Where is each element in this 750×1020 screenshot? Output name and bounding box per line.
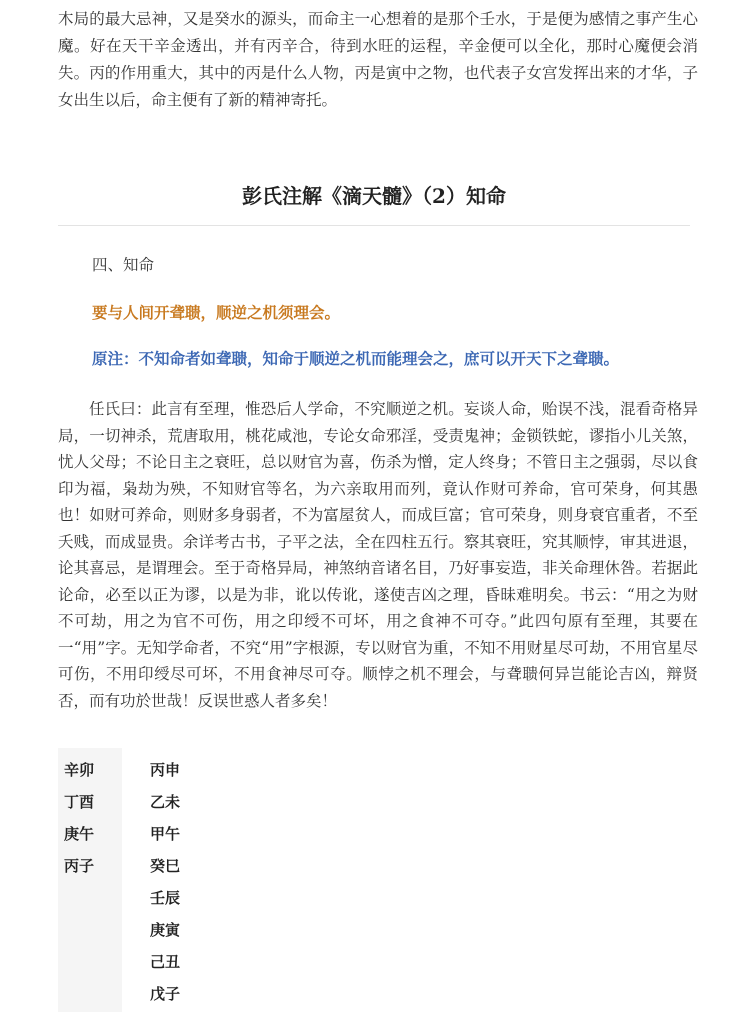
intro-paragraph: 木局的最大忌神，又是癸水的源头，而命主一心想着的是那个壬水，于是便为感情之事产生心魔。好在天干辛金透出，并有丙辛合，待到水旺的运程，辛金便可以全化，那时心魔便会消失。丙的作用重大，其中的丙是什么人物，丙是寅中之物，也代表子女宫发挥出来的才华，子女出生以后，命主便有了新的精神寄托。 <box>58 10 698 109</box>
bazi-table <box>58 748 190 1012</box>
title-divider <box>58 225 690 226</box>
section-heading: 四、知命 <box>92 256 155 274</box>
luck-cell: 庚寅 <box>150 921 181 939</box>
luck-cell: 甲午 <box>150 825 181 843</box>
luck-cell: 癸巳 <box>150 857 181 875</box>
pillar-cell: 辛卯 <box>64 761 95 779</box>
luck-cycles-column <box>122 748 190 1012</box>
commentary-paragraph: 任氏曰：此言有至理，惟恐后人学命，不究顺逆之机。妄谈人命，贻误不浅，混看奇格异局，一切神杀，荒唐取用，桃花咸池，专论女命邪淫，受责鬼神；金锁铁蛇，谬指小儿关煞，忧人父母；不论日主之衰旺，总以财官为喜，伤杀为憎，定人终身；不管日主之强弱，尽以食印为福，枭劫为殃，不知财官等名，为六亲取用而列，竟认作财可养命，官可荣身，何其愚也！如财可养命，则财多身弱者，不为富屋贫人，而成巨富；官可荣身，则身衰官重者，不至夭贱，而成显贵。余详考古书，子平之法，全在四柱五行。察其衰旺，究其顺悖，审其进退，论其喜忌，是谓理会。至于奇格异局，神煞纳音诸名目，乃好事妄造，非关命理休咎。若据此论命，必至以正为谬，以是为非，讹以传讹，遂使吉凶之理，昏昧难明矣。书云：“用之为财不可劫，用之为官不可伤，用之印绶不可坏，用之食神不可夺。”此四句原有至理，其要在一“用”字。无知学命者，不究“用”字根源，专以财官为重，不知不用财星尽可劫，不用官星尽可伤，不用印绶尽可坏，不用食神尽可夺。顺悖之机不理会，与聋聩何异岂能论吉凶，辩贤否，而有功於世哉！反误世惑人者多矣！ <box>58 400 698 710</box>
luck-cell: 戊子 <box>150 985 181 1003</box>
four-pillars-column <box>58 748 122 1012</box>
luck-cell: 丙申 <box>150 761 181 779</box>
luck-cell: 己丑 <box>150 953 181 971</box>
pillar-cell: 丁酉 <box>64 793 95 811</box>
pillar-cell: 丙子 <box>64 857 95 875</box>
luck-cell: 乙未 <box>150 793 181 811</box>
pillar-cell: 庚午 <box>64 825 95 843</box>
article-title: 彭氏注解《滴天髓》（2）知命 <box>242 184 506 208</box>
original-annotation: 原注：不知命者如聋聩，知命于顺逆之机而能理会之，庶可以开天下之聋聩。 <box>92 349 620 368</box>
verse-line: 要与人间开聋聩，顺逆之机须理会。 <box>92 303 341 322</box>
luck-cell: 壬辰 <box>150 889 181 907</box>
